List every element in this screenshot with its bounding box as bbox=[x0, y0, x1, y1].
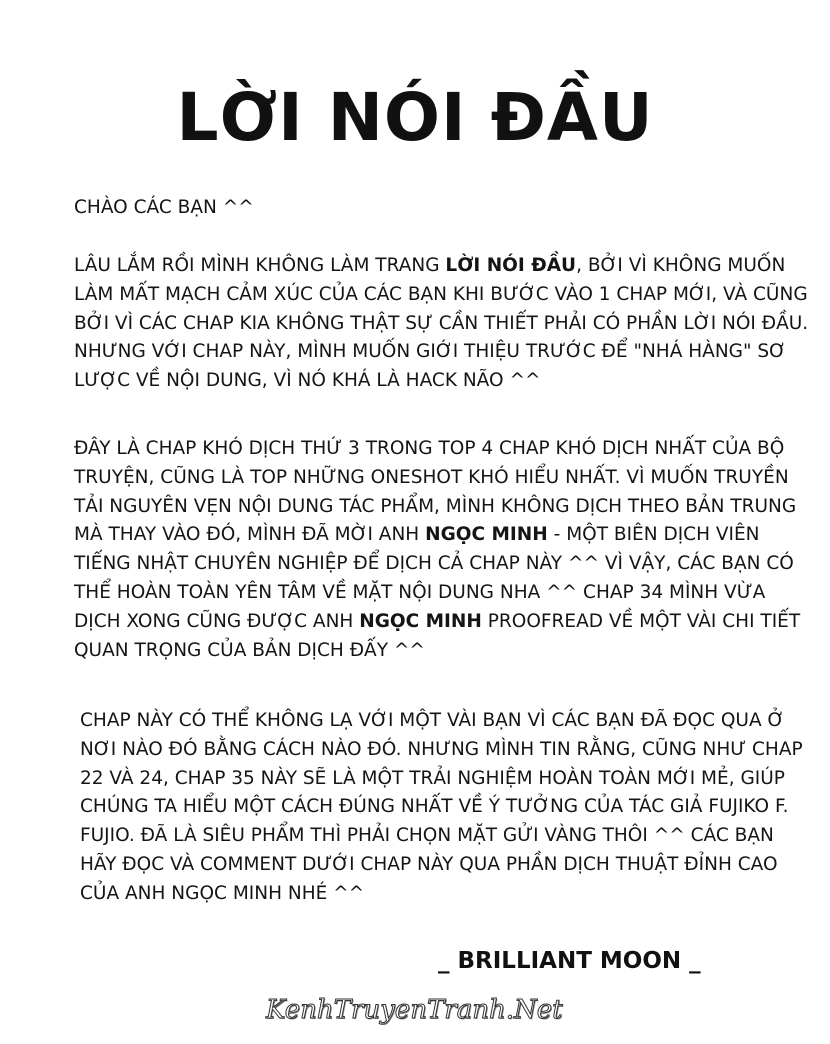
paragraph-line: TẢI NGUYÊN VẸN NỘI DUNG TÁC PHẨM, MÌNH KHÔNG DỊCH THEO BẢN TRUNG bbox=[74, 495, 797, 517]
greeting-text bbox=[74, 194, 254, 223]
translator-name: NGỌC MINH bbox=[425, 524, 548, 546]
bold-text-run: LỜI NÓI ĐẦU bbox=[445, 255, 577, 276]
paragraph-line: THỂ HOÀN TOÀN YÊN TÂM VỀ MẶT NỘI DUNG NHA ^^ CHAP 34 MÌNH VỪA bbox=[74, 581, 766, 603]
paragraph-line: LÀM MẤT MẠCH CẢM XÚC CỦA CÁC BẠN KHI BƯỚC VÀO 1 CHAP MỚI, VÀ CŨNG bbox=[74, 283, 808, 305]
paragraph-line: HÃY ĐỌC VÀ COMMENT DƯỚI CHAP NÀY QUA PHẦN DỊCH THUẬT ĐỈNH CAO bbox=[80, 853, 778, 875]
paragraph-line: QUAN TRỌNG CỦA BẢN DỊCH ĐẤY ^^ bbox=[74, 639, 425, 661]
greeting-line: CHÀO CÁC BẠN ^^ bbox=[74, 197, 254, 218]
text-run: MÀ THAY VÀO ĐÓ, MÌNH ĐÃ MỜI ANH bbox=[74, 524, 426, 546]
paragraph-line: CHAP NÀY CÓ THỂ KHÔNG LẠ VỚI MỘT VÀI BẠN VÌ CÁC BẠN ĐÃ ĐỌC QUA Ở bbox=[80, 710, 785, 731]
paragraph-line: FUJIO. ĐÃ LÀ SIÊU PHẨM THÌ PHẢI CHỌN MẶT GỬI VÀNG THÔI ^^ CÁC BẠN bbox=[80, 825, 774, 847]
text-run: PROOFREAD VỀ MỘT VÀI CHI TIẾT bbox=[481, 610, 801, 632]
paragraph-line: NƠI NÀO ĐÓ BẰNG CÁCH NÀO ĐÓ. NHƯNG MÌNH TIN RẰNG, CŨNG NHƯ CHAP bbox=[80, 738, 803, 760]
text-run: DỊCH XONG CŨNG ĐƯỢC ANH bbox=[74, 610, 360, 632]
signature: _ BRILLIANT MOON _ bbox=[438, 948, 701, 974]
translator-name: NGỌC MINH bbox=[359, 610, 482, 632]
paragraph-line: TRUYỆN, CŨNG LÀ TOP NHỮNG ONESHOT KHÓ HIỂU NHẤT. VÌ MUỐN TRUYỀN bbox=[74, 466, 789, 488]
paragraph-translation bbox=[74, 435, 801, 665]
paragraph-line: CỦA ANH NGỌC MINH NHÉ ^^ bbox=[80, 882, 365, 904]
paragraph-line: NHƯNG VỚI CHAP NÀY, MÌNH MUỐN GIỚI THIỆU TRƯỚC ĐỂ "NHÁ HÀNG" SƠ bbox=[74, 341, 787, 363]
paragraph-line bbox=[74, 608, 801, 637]
paragraph-closing bbox=[80, 707, 803, 909]
paragraph-line bbox=[74, 521, 784, 550]
paragraph-line: BỞI VÌ CÁC CHAP KIA KHÔNG THẬT SỰ CẦN THIẾT PHẢI CÓ PHẦN LỜI NÓI ĐẦU. bbox=[74, 312, 809, 334]
paragraph-line: TIẾNG NHẬT CHUYÊN NGHIỆP ĐỂ DỊCH CẢ CHAP NÀY ^^ VÌ VẬY, CÁC BẠN CÓ bbox=[74, 553, 794, 575]
paragraph-line: ĐÂY LÀ CHAP KHÓ DỊCH THỨ 3 TRONG TOP 4 CHAP KHÓ DỊCH NHẤT CỦA BỘ bbox=[74, 438, 785, 459]
paragraph-intro bbox=[74, 252, 809, 396]
paragraph-line bbox=[74, 252, 786, 281]
site-watermark: KenhTruyenTranh.Net bbox=[266, 995, 563, 1025]
paragraph-line: LƯỢC VỀ NỘI DUNG, VÌ NÓ KHÁ LÀ HACK NÃO ^^ bbox=[74, 370, 541, 392]
text-run: LÂU LẮM RỒI MÌNH KHÔNG LÀM TRANG bbox=[74, 255, 446, 276]
paragraph-line: 22 VÀ 24, CHAP 35 NÀY SẼ LÀ MỘT TRẢI NGHIỆM HOÀN TOÀN MỚI MẺ, GIÚP bbox=[80, 767, 785, 789]
text-run: - MỘT BIÊN DỊCH VIÊN bbox=[547, 524, 760, 546]
paragraph-line: CHÚNG TA HIỂU MỘT CÁCH ĐÚNG NHẤT VỀ Ý TƯỞNG CỦA TÁC GIẢ FUJIKO F. bbox=[80, 796, 789, 818]
page-title: LỜI NÓI ĐẦU bbox=[176, 79, 654, 156]
text-run: , BỞI VÌ KHÔNG MUỐN bbox=[576, 255, 786, 276]
